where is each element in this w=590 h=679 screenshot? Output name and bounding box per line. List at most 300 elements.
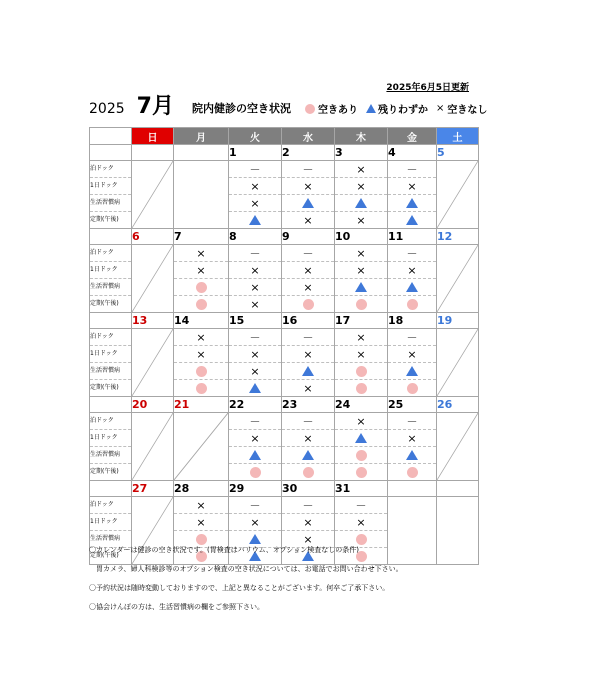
legend-few — [366, 101, 428, 116]
date-number: 29 — [229, 481, 282, 497]
cross-icon: × — [250, 515, 260, 529]
dash-icon: － — [302, 331, 314, 344]
availability-cell — [388, 413, 437, 481]
dash-icon: － — [249, 415, 261, 428]
date-number: 8 — [229, 229, 282, 245]
availability-slot — [229, 464, 281, 480]
availability-cell — [229, 329, 282, 397]
date-number: 15 — [229, 313, 282, 329]
closed-day-cell — [132, 161, 174, 229]
cross-icon: × — [407, 431, 417, 445]
week-availability-row — [90, 413, 479, 481]
cross-icon: × — [250, 179, 260, 193]
diagonal-line-icon — [132, 413, 173, 480]
exam-type-label: 定期(午後) — [90, 300, 119, 307]
availability-slot — [282, 296, 334, 312]
availability-slot — [335, 514, 387, 531]
availability-cell — [388, 161, 437, 229]
date-number — [388, 481, 437, 497]
note-line: 〇協会けんぽの方は、生活習慣病の欄をご参照下さい。 — [89, 603, 264, 611]
exam-type-label: 1日ドック — [90, 430, 131, 447]
weekday-sun: 日 — [132, 128, 174, 145]
availability-cell — [174, 329, 229, 397]
triangle-icon — [406, 198, 418, 208]
availability-slot — [174, 279, 228, 296]
triangle-icon — [302, 198, 314, 208]
circle-icon — [196, 366, 207, 377]
availability-slot — [282, 380, 334, 396]
availability-cell — [335, 329, 388, 397]
dash-icon: － — [302, 247, 314, 260]
availability-slot — [174, 363, 228, 380]
date-number: 14 — [174, 313, 229, 329]
date-number: 27 — [132, 481, 174, 497]
date-number: 16 — [282, 313, 335, 329]
availability-slot — [335, 464, 387, 480]
availability-cell — [174, 245, 229, 313]
weekday-header-blank — [90, 128, 132, 145]
exam-type-labels — [90, 329, 132, 397]
date-row-label — [90, 229, 132, 245]
availability-slot — [229, 380, 281, 396]
cross-icon: × — [356, 213, 366, 227]
date-number: 24 — [335, 397, 388, 413]
legend-none-label: 空きなし — [447, 105, 488, 116]
date-number: 25 — [388, 397, 437, 413]
exam-type-label: 1日ドック — [90, 514, 131, 531]
availability-slot — [229, 497, 281, 514]
availability-cell — [282, 161, 335, 229]
cross-icon: × — [303, 280, 313, 294]
circle-icon — [250, 467, 261, 478]
exam-type-labels — [90, 161, 132, 229]
dash-icon: － — [302, 415, 314, 428]
closed-day-cell — [437, 161, 479, 229]
weekday-wed: 水 — [282, 128, 335, 145]
availability-slot — [388, 447, 436, 464]
availability-slot — [282, 245, 334, 262]
cross-icon: × — [356, 347, 366, 361]
notes — [89, 541, 403, 617]
circle-icon — [356, 383, 367, 394]
exam-type-label: 定期(午後) — [90, 384, 119, 391]
date-number — [437, 481, 479, 497]
date-number: 1 — [229, 145, 282, 161]
availability-slot — [388, 245, 436, 262]
availability-slot — [335, 279, 387, 296]
triangle-icon — [249, 215, 261, 225]
availability-cell — [229, 413, 282, 481]
dash-icon: － — [406, 247, 418, 260]
exam-type-label: 泊ドック — [90, 161, 131, 178]
year-label: 2025 — [89, 101, 125, 117]
availability-slot — [282, 195, 334, 212]
availability-slot — [335, 380, 387, 396]
availability-slot — [229, 329, 281, 346]
availability-slot — [229, 430, 281, 447]
circle-icon — [407, 299, 418, 310]
circle-icon — [356, 450, 367, 461]
date-row-label — [90, 397, 132, 413]
availability-slot — [229, 413, 281, 430]
diagonal-line-icon — [437, 245, 478, 312]
availability-slot — [282, 514, 334, 531]
availability-slot — [229, 363, 281, 380]
availability-slot — [388, 262, 436, 279]
availability-slot — [388, 430, 436, 447]
availability-slot — [388, 279, 436, 296]
circle-icon — [305, 104, 315, 114]
availability-slot — [174, 380, 228, 396]
week-availability-row — [90, 329, 479, 397]
date-number: 21 — [174, 397, 229, 413]
availability-slot — [335, 245, 387, 262]
week-date-row — [90, 481, 479, 497]
cross-icon: × — [196, 515, 206, 529]
exam-type-label: 定期(午後) — [90, 216, 119, 223]
date-number: 11 — [388, 229, 437, 245]
availability-slot — [282, 279, 334, 296]
exam-type-label: 1日ドック — [90, 178, 131, 195]
exam-type-label: 定期(午後) — [90, 468, 119, 475]
closed-day-cell — [437, 329, 479, 397]
date-number: 9 — [282, 229, 335, 245]
cross-icon: × — [250, 263, 260, 277]
cross-icon: × — [196, 263, 206, 277]
dash-icon: － — [406, 331, 418, 344]
weekday-tue: 火 — [229, 128, 282, 145]
triangle-icon — [406, 282, 418, 292]
weekday-mon: 月 — [174, 128, 229, 145]
availability-cell — [335, 245, 388, 313]
legend-few-label: 残りわずか — [377, 105, 428, 116]
week-availability-row — [90, 161, 479, 229]
cross-icon: × — [407, 263, 417, 277]
exam-type-label: 生活習慣病 — [90, 279, 131, 296]
availability-slot — [174, 514, 228, 531]
availability-slot — [282, 161, 334, 178]
dash-icon: － — [355, 499, 367, 512]
circle-icon — [407, 467, 418, 478]
availability-slot — [335, 430, 387, 447]
cross-icon: × — [196, 498, 206, 512]
weekday-thu: 木 — [335, 128, 388, 145]
availability-slot — [388, 212, 436, 228]
availability-slot — [282, 346, 334, 363]
triangle-icon — [355, 198, 367, 208]
availability-cell — [282, 413, 335, 481]
availability-slot — [388, 178, 436, 195]
triangle-icon — [355, 433, 367, 443]
date-number — [174, 145, 229, 161]
empty-day-cell — [174, 161, 229, 229]
cross-icon: × — [303, 263, 313, 277]
cross-icon: × — [303, 213, 313, 227]
availability-slot — [229, 346, 281, 363]
date-number: 23 — [282, 397, 335, 413]
cross-icon: × — [356, 246, 366, 260]
cross-icon: × — [407, 179, 417, 193]
availability-slot — [229, 212, 281, 228]
circle-icon — [356, 467, 367, 478]
exam-type-label: 生活習慣病 — [90, 195, 131, 212]
note-line: 〇カレンダーは健診の空き状況です。(胃検査はバリウム、オプション検査なしの条件) — [89, 546, 359, 554]
date-number — [132, 145, 174, 161]
dash-icon: － — [406, 415, 418, 428]
closed-day-cell — [437, 245, 479, 313]
triangle-icon — [302, 366, 314, 376]
legend-available — [305, 101, 358, 116]
date-number: 28 — [174, 481, 229, 497]
cross-icon: × — [356, 515, 366, 529]
availability-slot — [174, 245, 228, 262]
availability-slot — [229, 161, 281, 178]
dash-icon: － — [249, 163, 261, 176]
exam-type-labels — [90, 413, 132, 481]
availability-cell — [282, 329, 335, 397]
availability-slot — [388, 296, 436, 312]
dash-icon: － — [249, 247, 261, 260]
empty-day-cell — [437, 497, 479, 565]
closed-day-cell — [132, 329, 174, 397]
weekday-fri: 金 — [388, 128, 437, 145]
legend-available-label: 空きあり — [317, 105, 358, 116]
availability-cell — [335, 161, 388, 229]
availability-slot — [335, 212, 387, 228]
diagonal-line-icon — [132, 161, 173, 228]
triangle-icon — [406, 450, 418, 460]
cross-icon: × — [356, 330, 366, 344]
last-updated-date: 2025年6月5日更新 — [386, 83, 469, 93]
availability-slot — [282, 262, 334, 279]
triangle-icon — [366, 104, 376, 113]
availability-cell — [388, 245, 437, 313]
date-number: 26 — [437, 397, 479, 413]
diagonal-line-icon — [132, 245, 173, 312]
cross-icon: × — [250, 431, 260, 445]
note-line: 〇予約状況は随時変動しておりますので、上記と異なることがございます。何卒ご了承下さい。 — [89, 584, 390, 592]
availability-slot — [282, 430, 334, 447]
availability-slot — [335, 346, 387, 363]
availability-slot — [335, 296, 387, 312]
availability-slot — [388, 413, 436, 430]
exam-type-label: 泊ドック — [90, 245, 131, 262]
availability-slot — [388, 195, 436, 212]
closed-day-cell — [437, 413, 479, 481]
availability-slot — [282, 212, 334, 228]
availability-slot — [174, 329, 228, 346]
date-number: 5 — [437, 145, 479, 161]
exam-type-label: 定期(午後) — [90, 552, 119, 559]
availability-slot — [335, 497, 387, 514]
date-row-label — [90, 481, 132, 497]
weekday-sat: 土 — [437, 128, 479, 145]
availability-slot — [229, 296, 281, 312]
triangle-icon — [249, 383, 261, 393]
week-date-row — [90, 145, 479, 161]
exam-type-label: 泊ドック — [90, 413, 131, 430]
availability-slot — [335, 447, 387, 464]
date-number: 22 — [229, 397, 282, 413]
date-number: 31 — [335, 481, 388, 497]
availability-slot — [388, 329, 436, 346]
circle-icon — [196, 383, 207, 394]
exam-type-label: 1日ドック — [90, 262, 131, 279]
date-number: 17 — [335, 313, 388, 329]
date-number: 12 — [437, 229, 479, 245]
availability-slot — [282, 413, 334, 430]
closed-day-cell — [132, 413, 174, 481]
date-number: 30 — [282, 481, 335, 497]
date-number: 13 — [132, 313, 174, 329]
cross-icon: × — [303, 431, 313, 445]
cross-icon: × — [250, 364, 260, 378]
date-number: 18 — [388, 313, 437, 329]
exam-type-label: 生活習慣病 — [90, 447, 131, 464]
triangle-icon — [406, 366, 418, 376]
availability-slot — [335, 178, 387, 195]
exam-type-label: 泊ドック — [90, 497, 131, 514]
exam-type-label: 1日ドック — [90, 346, 131, 363]
availability-cell — [229, 161, 282, 229]
cross-icon: × — [303, 179, 313, 193]
availability-slot — [282, 447, 334, 464]
cross-icon: × — [435, 103, 445, 114]
availability-slot — [229, 195, 281, 212]
page-title: 院内健診の空き状況 — [191, 102, 291, 115]
availability-slot — [388, 363, 436, 380]
availability-cell — [229, 245, 282, 313]
triangle-icon — [355, 282, 367, 292]
note-line: 胃カメラ、婦人科検診等のオプション検査の空き状況については、お電話でお問い合わせ下さい。 — [89, 565, 403, 573]
diagonal-line-icon — [437, 329, 478, 396]
dash-icon: － — [406, 163, 418, 176]
availability-slot — [174, 262, 228, 279]
availability-slot — [388, 464, 436, 480]
date-number: 10 — [335, 229, 388, 245]
circle-icon — [196, 299, 207, 310]
availability-slot — [174, 296, 228, 312]
dash-icon: － — [249, 499, 261, 512]
legend-none — [436, 101, 487, 116]
cross-icon: × — [356, 162, 366, 176]
closed-day-cell — [174, 413, 229, 481]
availability-slot — [388, 161, 436, 178]
cross-icon: × — [303, 381, 313, 395]
circle-icon — [303, 467, 314, 478]
cross-icon: × — [303, 347, 313, 361]
availability-slot — [229, 178, 281, 195]
triangle-icon — [249, 450, 261, 460]
triangle-icon — [302, 450, 314, 460]
availability-slot — [229, 245, 281, 262]
availability-slot — [335, 262, 387, 279]
diagonal-line-icon — [132, 329, 173, 396]
cross-icon: × — [250, 196, 260, 210]
cross-icon: × — [356, 263, 366, 277]
date-number: 19 — [437, 313, 479, 329]
exam-type-labels — [90, 245, 132, 313]
diagonal-line-icon — [174, 413, 228, 480]
diagonal-line-icon — [437, 161, 478, 228]
availability-slot — [335, 195, 387, 212]
cross-icon: × — [250, 297, 260, 311]
cross-icon: × — [196, 246, 206, 260]
availability-slot — [229, 514, 281, 531]
availability-cell — [388, 329, 437, 397]
availability-slot — [174, 497, 228, 514]
availability-slot — [282, 178, 334, 195]
availability-slot — [335, 161, 387, 178]
cross-icon: × — [356, 179, 366, 193]
availability-slot — [388, 346, 436, 363]
week-availability-row — [90, 245, 479, 313]
week-date-row — [90, 313, 479, 329]
cross-icon: × — [303, 532, 313, 546]
availability-slot — [335, 329, 387, 346]
circle-icon — [356, 299, 367, 310]
weekday-header-row — [90, 128, 479, 145]
month-label: 7月 — [136, 94, 174, 119]
week-date-row — [90, 229, 479, 245]
availability-cell — [335, 413, 388, 481]
availability-calendar — [89, 127, 479, 565]
cross-icon: × — [250, 347, 260, 361]
cross-icon: × — [407, 347, 417, 361]
circle-icon — [196, 282, 207, 293]
exam-type-label: 生活習慣病 — [90, 531, 131, 548]
availability-slot — [229, 262, 281, 279]
date-row-label — [90, 313, 132, 329]
triangle-icon — [406, 215, 418, 225]
availability-slot — [388, 380, 436, 396]
availability-slot — [282, 464, 334, 480]
dash-icon: － — [249, 331, 261, 344]
cross-icon: × — [196, 330, 206, 344]
calendar-heading — [89, 94, 495, 120]
cross-icon: × — [356, 414, 366, 428]
cross-icon: × — [196, 347, 206, 361]
cross-icon: × — [303, 515, 313, 529]
date-number: 4 — [388, 145, 437, 161]
availability-slot — [229, 447, 281, 464]
closed-day-cell — [132, 245, 174, 313]
exam-type-label: 泊ドック — [90, 329, 131, 346]
diagonal-line-icon — [437, 413, 478, 480]
availability-slot — [229, 279, 281, 296]
date-row-label — [90, 145, 132, 161]
date-number: 7 — [174, 229, 229, 245]
availability-cell — [282, 245, 335, 313]
circle-icon — [407, 383, 418, 394]
availability-slot — [282, 363, 334, 380]
date-number: 20 — [132, 397, 174, 413]
dash-icon: － — [302, 499, 314, 512]
date-number: 6 — [132, 229, 174, 245]
calendar-body — [90, 145, 479, 565]
availability-slot — [335, 413, 387, 430]
exam-type-label: 生活習慣病 — [90, 363, 131, 380]
date-number: 3 — [335, 145, 388, 161]
availability-slot — [174, 346, 228, 363]
availability-slot — [335, 363, 387, 380]
legend — [305, 101, 495, 120]
circle-icon — [356, 366, 367, 377]
dash-icon: － — [302, 163, 314, 176]
availability-slot — [282, 497, 334, 514]
availability-slot — [282, 329, 334, 346]
cross-icon: × — [250, 280, 260, 294]
